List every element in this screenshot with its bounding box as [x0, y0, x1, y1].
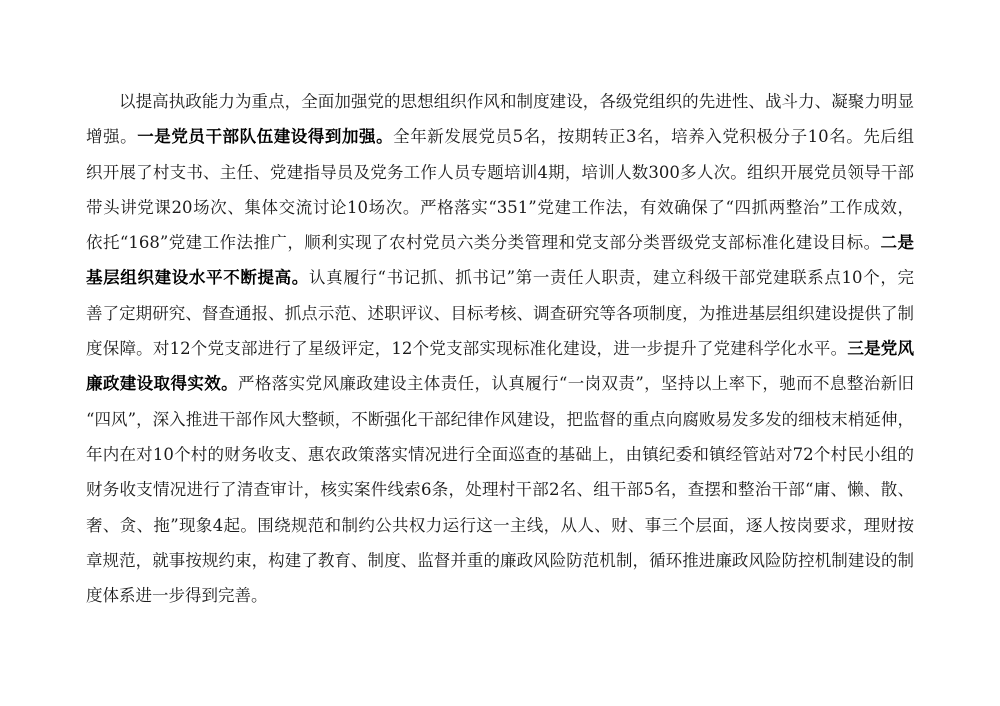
body-text: 年内在对10个村的财务收支、惠农政策落实情况进行全面巡查的基础上，由镇纪委和镇经管站对72个村民小组的: [86, 444, 914, 464]
text-line: [86, 402, 914, 437]
text-line: [86, 578, 914, 613]
text-line: [86, 225, 914, 260]
body-text: 章规范，就事按规约束，构建了教育、制度、监督并重的廉政风险防范机制，循环推进廉政风险防控机制建设的制: [86, 550, 914, 570]
body-text: 严格落实党风廉政建设主体责任，认真履行“一岗双责”，坚持以上率下，驰而不息整治新旧: [238, 374, 914, 394]
body-text: “四风”，深入推进干部作风大整顿，不断强化干部纪律作风建设，把监督的重点向腐败易发多发的细枝末梢延伸，: [86, 409, 914, 429]
body-text: 增强。: [86, 127, 138, 147]
body-text: 织开展了村支书、主任、党建指导员及党务工作人员专题培训4期，培训人数300多人次。组织开展党员领导干部: [86, 162, 914, 182]
text-line: [86, 437, 914, 472]
bold-heading-text: 三是党风: [847, 339, 914, 359]
bold-heading-text: 一是党员干部队伍建设得到加强。: [137, 127, 394, 147]
text-line: [86, 472, 914, 507]
body-text: 财务收支情况进行了清查审计，核实案件线索6条，处理村干部2名、组干部5名，查摆和整治干部“庸、懒、散、: [86, 480, 914, 500]
body-text: 认真履行“书记抓、抓书记”第一责任人职责，建立科级干部党建联系点10个，完: [308, 268, 914, 288]
text-line: [86, 260, 914, 295]
text-line: [86, 508, 914, 543]
body-text: 度保障。对12个党支部进行了星级评定，12个党支部实现标准化建设，进一步提升了党建科学化水平。: [86, 339, 848, 359]
text-line: [86, 155, 914, 190]
body-text: 依托“168”党建工作法推广，顺利实现了农村党员六类分类管理和党支部分类晋级党支部标准化建设目标。: [86, 233, 881, 253]
text-line: [86, 190, 914, 225]
body-text: 以提高执政能力为重点，全面加强党的思想组织作风和制度建设，各级党组织的先进性、战斗力、凝聚力明显: [119, 92, 914, 111]
bold-heading-text: 基层组织建设水平不断提高。: [86, 268, 309, 288]
text-line: [86, 331, 914, 366]
body-text: 全年新发展党员5名，按期转正3名，培养入党积极分子10名。先后组: [393, 127, 914, 147]
body-text: 带头讲党课20场次、集体交流讨论10场次。严格落实“351”党建工作法，有效确保了“四抓两整治”工作成效，: [86, 197, 914, 217]
text-line: [86, 119, 914, 154]
text-line: [86, 543, 914, 578]
body-paragraph: [86, 84, 914, 613]
bold-heading-text: 二是: [880, 233, 914, 253]
text-line: [86, 84, 914, 119]
body-text: 度体系进一步得到完善。: [86, 586, 268, 606]
text-line: [86, 296, 914, 331]
body-text: 善了定期研究、督查通报、抓点示范、述职评议、目标考核、调查研究等各项制度，为推进基层组织建设提供了制: [86, 303, 914, 323]
bold-heading-text: 廉政建设取得实效。: [86, 374, 239, 394]
body-text: 奢、贪、拖”现象4起。围绕规范和制约公共权力运行这一主线，从人、财、事三个层面，逐人按岗要求，理财按: [86, 515, 914, 535]
text-line: [86, 366, 914, 401]
